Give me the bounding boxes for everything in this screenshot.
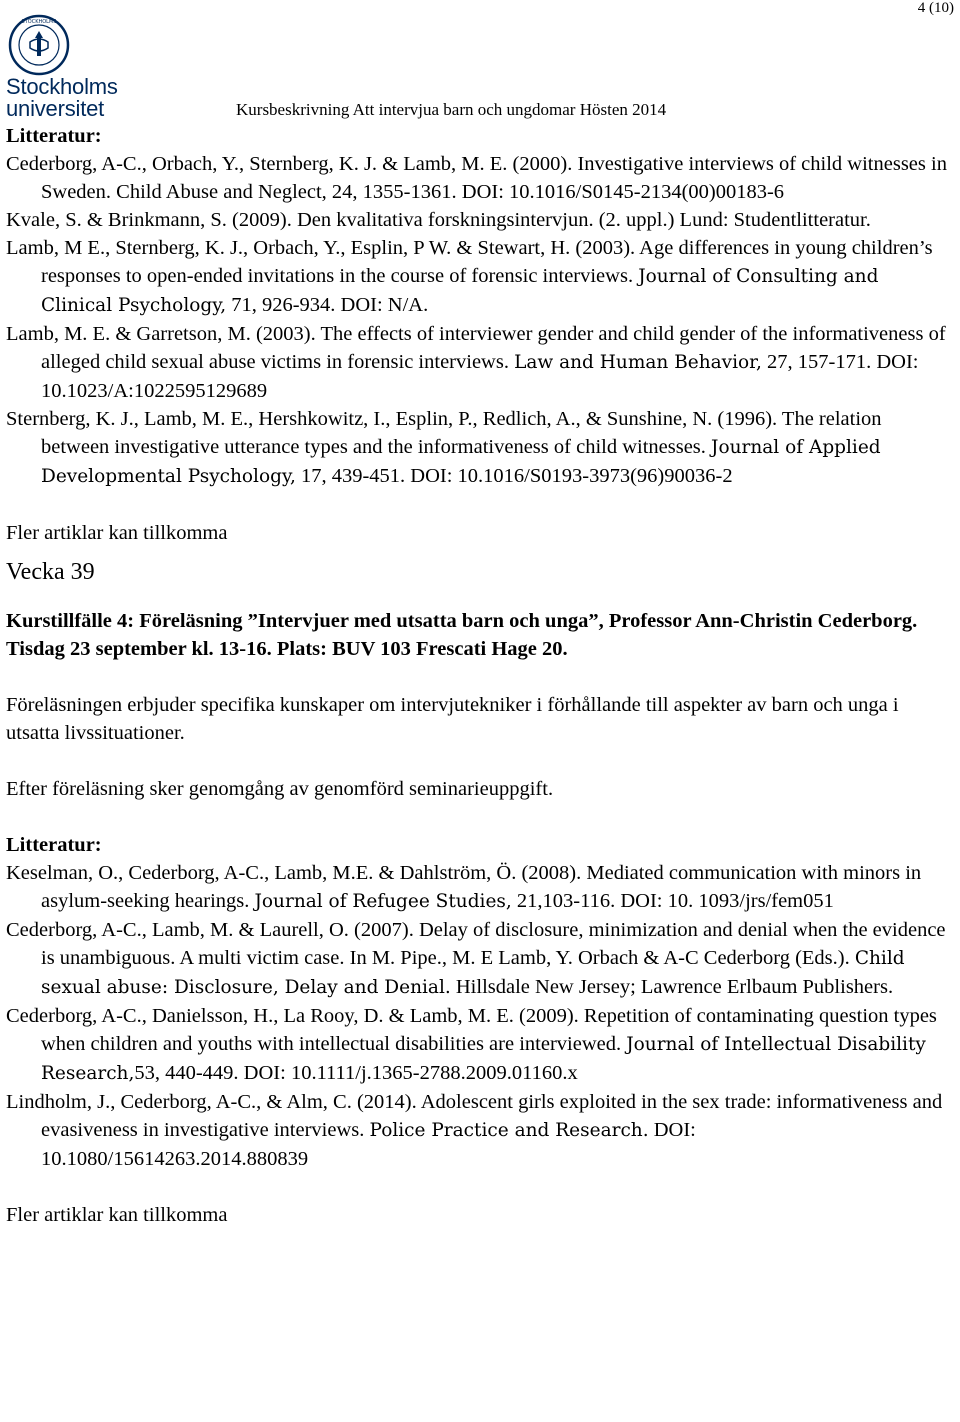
document-body — [6, 122, 954, 1229]
journal-name: Journal of Intellectual Disability Research, — [41, 1034, 926, 1084]
session-title: Kurstillfälle 4: Föreläsning ”Intervjuer med utsatta barn och unga”, Professor Ann-Christin Cederborg. — [6, 610, 918, 632]
university-seal-icon — [7, 14, 71, 76]
reference-item: Lamb, M E., Sternberg, K. J., Orbach, Y., Esplin, P W. & Stewart, H. (2003). Age differences in young children’s responses to open-ended invitations in the course of forensic interviews. Journal of Consulting and Clinical Psychology, 71, 926-934. DOI: N/A. — [6, 237, 933, 316]
reference-item: Kvale, S. & Brinkmann, S. (2009). Den kvalitativa forskningsintervjun. (2. uppl.) Lund: Studentlitteratur. — [6, 209, 871, 231]
literature-heading: Litteratur: — [6, 834, 102, 856]
journal-name: Child sexual abuse: Disclosure, Delay and Denial. — [41, 948, 905, 998]
journal-name: Police Practice and Research. — [369, 1120, 649, 1141]
session-after-note: Efter föreläsning sker genomgång av genomförd seminarieuppgift. — [6, 778, 554, 800]
logo-name-line2: universitet — [6, 96, 105, 121]
journal-name: Journal of Consulting and Clinical Psychology, — [41, 266, 879, 316]
week-heading: Vecka 39 — [6, 559, 95, 585]
reference-item: Lamb, M. E. & Garretson, M. (2003). The effects of interviewer gender and child gender of the informativeness of alleged child sexual abuse victims in forensic interviews. Law and Human Behavior, 27, 157-171. DOI: 10.1023/A:1022595129689 — [6, 323, 946, 402]
more-articles-note: Fler artiklar kan tillkomma — [6, 522, 228, 544]
journal-name: Journal of Refugee Studies, — [254, 891, 512, 912]
svg-text:STOCKHOLMS: STOCKHOLMS — [21, 19, 57, 25]
page-number: 4 (10) — [917, 0, 954, 16]
journal-name: Law and Human Behavior, — [514, 352, 762, 373]
reference-item: Lindholm, J., Cederborg, A-C., & Alm, C. (2014). Adolescent girls exploited in the sex trade: informativeness and evasiveness in investigative interviews. Police Practice and Research. DOI: 10.1080/15614263.2014.880839 — [6, 1091, 943, 1170]
reference-item: Sternberg, K. J., Lamb, M. E., Hershkowitz, I., Esplin, P., Redlich, A., & Sunshine, N. (1996). The relation between investigative utterance types and the informativeness of child witnesses. Journal of Applied Developmental Psychology, 17, 439-451. DOI: 10.1016/S0193-3973(96)90036-2 — [6, 408, 882, 487]
reference-item: Keselman, O., Cederborg, A-C., Lamb, M.E. & Dahlström, Ö. (2008). Mediated communication with minors in asylum-seeking hearings. Journal of Refugee Studies, 21,103-116. DOI: 10. 1093/jrs/fem051 — [6, 862, 922, 912]
course-header: Kursbeskrivning Att intervjua barn och ungdomar Hösten 2014 — [236, 100, 667, 119]
session-time-place: Tisdag 23 september kl. 13-16. Plats: BUV 103 Frescati Hage 20. — [6, 638, 568, 660]
literature-heading: Litteratur: — [6, 125, 102, 147]
journal-name: Journal of Applied Developmental Psychology, — [41, 437, 881, 487]
reference-list-2 — [6, 859, 954, 1173]
university-logo — [6, 14, 128, 121]
reference-item: Cederborg, A-C., Lamb, M. & Laurell, O. (2007). Delay of disclosure, minimization and denial when the evidence is unambiguous. A multi victim case. In M. Pipe., M. E Lamb, Y. Orbach & A-C Cederborg (Eds.). Child sexual abuse: Disclosure, Delay and Denial. Hillsdale New Jersey; Lawrence Erlbaum Publishers. — [6, 919, 946, 998]
reference-item: Cederborg, A-C., Orbach, Y., Sternberg, K. J. & Lamb, M. E. (2000). Investigative interviews of child witnesses in Sweden. Child Abuse and Neglect, 24, 1355-1361. DOI: 10.1016/S0145-2134(00)00183-6 — [6, 153, 947, 203]
reference-list-1 — [6, 150, 954, 491]
session-description: Föreläsningen erbjuder specifika kunskaper om intervjutekniker i förhållande till aspekter av barn och unga i utsatta livssituationer. — [6, 694, 899, 744]
logo-name-line1: Stockholms — [6, 74, 118, 99]
more-articles-note: Fler artiklar kan tillkomma — [6, 1204, 228, 1226]
reference-item: Cederborg, A-C., Danielsson, H., La Rooy, D. & Lamb, M. E. (2009). Repetition of contaminating question types when children and youths with intellectual disabilities are interviewed. Journal of Intellectual Disability Research,53, 440-449. DOI: 10.1111/j.1365-2788.2009.01160.x — [6, 1005, 937, 1084]
